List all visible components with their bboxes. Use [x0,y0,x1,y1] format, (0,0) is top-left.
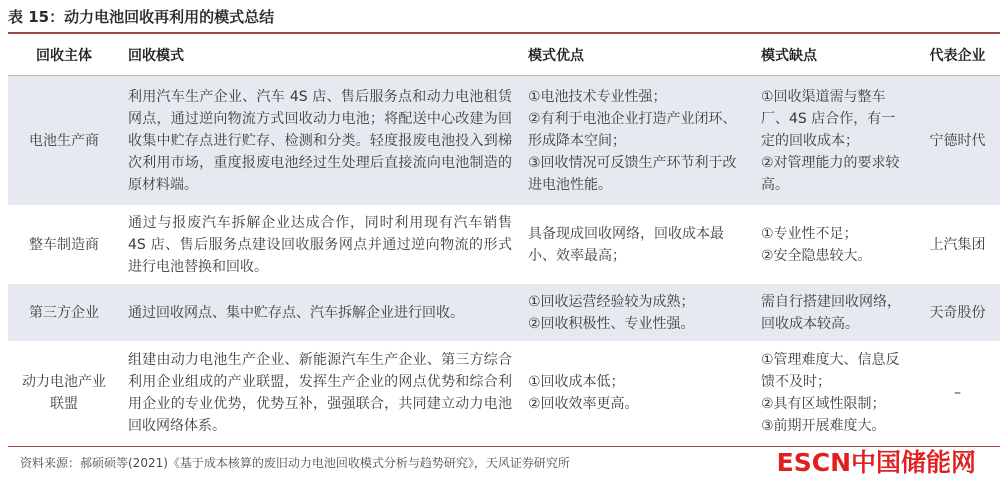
cell-company: 天奇股份 [915,284,1000,342]
cell-pros [520,342,753,444]
header-subject: 回收主体 [8,36,120,76]
cell-mode: 组建由动力电池生产企业、新能源汽车生产企业、第三方综合利用企业组成的产业联盟，发挥生产企业的网点优势和综合利用企业的专业优势，优势互补，强强联合，共同建立动力电池回收网络体系。 [120,342,520,444]
cons-item: ②具有区域性限制； [761,395,886,412]
header-row [8,36,1000,76]
pros-item: ②回收效率更高。 [528,395,639,412]
cell-mode: 利用汽车生产企业、汽车 4S 店、售后服务点和动力电池租赁网点，通过逆向物流方式回收动力电池；将配送中心改建为回收集中贮存点进行贮存、检测和分类。轻度报废电池投入到梯次利用市场，重度报废电池经过生处理后直接流向电池制造的原材料端。 [120,76,520,206]
cell-subject: 动力电池产业联盟 [8,342,120,444]
cell-company: 宁德时代 [915,76,1000,206]
cons-item: ②对管理能力的要求较高。 [761,154,900,193]
cons-item: 需自行搭建回收网络，回收成本较高。 [761,293,901,332]
pros-item: ①回收运营经验较为成熟； [528,293,695,310]
cons-item: ①回收渠道需与整车厂、4S 店合作，有一定的回收成本； [761,88,896,149]
cell-subject: 第三方企业 [8,284,120,342]
cell-cons [753,206,915,284]
header-mode: 回收模式 [120,36,520,76]
cell-pros [520,76,753,206]
cell-company: 上汽集团 [915,206,1000,284]
cell-pros [520,284,753,342]
source-note: 资料来源：郝硕硕等(2021)《基于成本核算的废旧动力电池回收模式分析与趋势研究》，天风证券研究所 [20,456,570,470]
cons-item: ③前期开展难度大。 [761,417,886,434]
cell-cons [753,342,915,444]
cons-item: ①管理难度大、信息反馈不及时； [761,351,900,390]
table-title: 表 15：动力电池回收再利用的模式总结 [8,8,275,26]
table-row [8,76,1000,206]
cons-item: ①专业性不足； [761,225,858,242]
header-pros: 模式优点 [520,36,753,76]
pros-item: ①回收成本低； [528,373,625,390]
table-row [8,206,1000,284]
pros-item: 具备现成回收网络，回收成本最小、效率最高； [528,225,724,264]
pros-item: ②回收积极性、专业性强。 [528,315,695,332]
table-row [8,284,1000,342]
header-company: 代表企业 [915,36,1000,76]
header-cons: 模式缺点 [753,36,915,76]
cell-subject: 电池生产商 [8,76,120,206]
table-row [8,342,1000,444]
pros-item: ③回收情况可反馈生产环节利于改进电池性能。 [528,154,737,193]
cell-mode: 通过与报废汽车拆解企业达成合作，同时利用现有汽车销售 4S 店、售后服务点建设回收服务网点并通过逆向物流的形式进行电池替换和回收。 [120,206,520,284]
cell-pros [520,206,753,284]
pros-item: ①电池技术专业性强； [528,88,667,105]
recycling-mode-table [8,36,1000,444]
cons-item: ②安全隐患较大。 [761,247,872,264]
top-divider [8,32,1000,34]
cell-mode: 通过回收网点、集中贮存点、汽车拆解企业进行回收。 [120,284,520,342]
pros-item: ②有利于电池企业打造产业闭环、形成降本空间； [528,110,737,149]
cell-company: – [915,342,1000,444]
cell-subject: 整车制造商 [8,206,120,284]
cell-cons [753,284,915,342]
watermark-logo: ESCN中国储能网 [776,448,976,477]
cell-cons [753,76,915,206]
